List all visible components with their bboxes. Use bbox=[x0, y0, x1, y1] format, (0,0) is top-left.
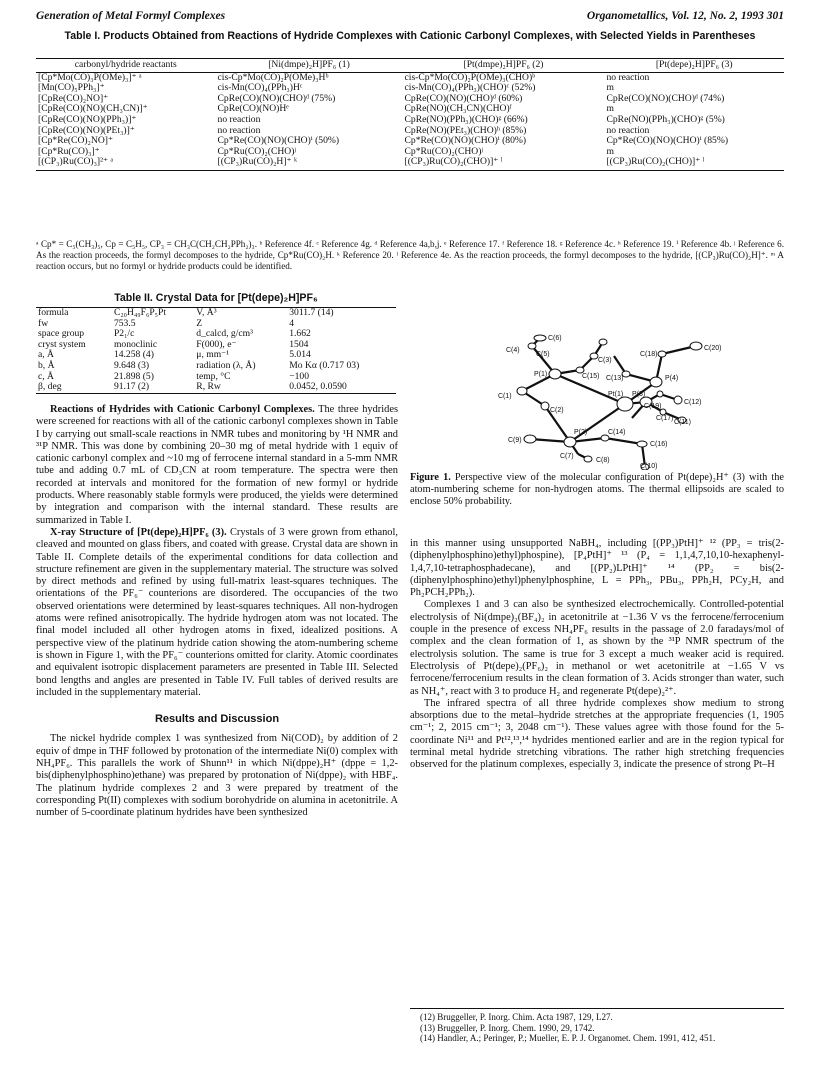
table1-row bbox=[36, 115, 784, 126]
table2-cell: 1.662 bbox=[289, 328, 311, 340]
atom-label: C(19) bbox=[644, 403, 662, 410]
references bbox=[410, 1008, 784, 1044]
table2-row bbox=[36, 361, 396, 372]
table1-cell: CpRe(CO)(NO)Hᵉ bbox=[217, 103, 289, 115]
table1-cell: CpRe(NO)(CH₃CN)(CHO)ᶠ bbox=[404, 103, 512, 115]
table1-cell: cis-Cp*Mo(CO)₂P(OMe)₃Hᵇ bbox=[217, 71, 329, 83]
table1-cell: no reaction bbox=[217, 113, 261, 125]
table1-header-row bbox=[36, 59, 784, 73]
paragraph-heading: X-ray Structure of [Pt(depe)₂H]PF₆ (3). bbox=[50, 526, 227, 538]
table2-cell: radiation (λ, Å) bbox=[196, 359, 256, 371]
table2-cell: F(000), e⁻ bbox=[196, 338, 237, 350]
ellipsoid-c19 bbox=[657, 391, 663, 397]
table2-cell: 0.0452, 0.0590 bbox=[289, 381, 347, 393]
atom-label: C(13) bbox=[606, 375, 624, 382]
atom-label: C(18) bbox=[640, 351, 658, 358]
table1-cell: [Cp*Mo(CO)₃P(OMe)₃]⁺ ᵃ bbox=[38, 71, 142, 83]
ellipsoid-p2 bbox=[564, 437, 576, 447]
table1-cell: CpRe(NO)(PEt₃)(CHO)ʰ (85%) bbox=[404, 124, 527, 136]
figure-caption bbox=[410, 472, 784, 508]
figure-caption-label: Figure 1. bbox=[410, 472, 451, 483]
table1-cell: m bbox=[606, 82, 614, 94]
table2-cell: 3011.7 (14) bbox=[289, 307, 334, 318]
table2-cell: 1504 bbox=[289, 338, 309, 350]
ellipsoid-c1 bbox=[517, 387, 527, 395]
ellipsoid-c6 bbox=[534, 335, 546, 341]
table1-cell: CpRe(CO)(NO)(CHO)ᵈ (75%) bbox=[217, 92, 336, 104]
table1-cell: Cp*Ru(CO)₂(CHO)ʲ bbox=[217, 145, 296, 157]
ellipsoid-c3 bbox=[590, 353, 598, 359]
table1 bbox=[36, 58, 784, 171]
ellipsoid-c20 bbox=[690, 342, 702, 350]
table1-cell: Cp*Re(CO)(NO)(CHO)ⁱ (80%) bbox=[404, 135, 527, 147]
table2-cell: V, Å³ bbox=[196, 307, 217, 318]
table2-cell: d_calcd, g/cm³ bbox=[196, 328, 253, 340]
table2-cell: C₂₀H₄₉F₆P₅Pt bbox=[113, 307, 167, 318]
table1-cell: no reaction bbox=[606, 124, 650, 136]
header-title: Generation of Metal Formyl Complexes bbox=[36, 10, 226, 22]
ellipsoid-c18 bbox=[658, 351, 666, 357]
table1-cell: m bbox=[606, 103, 614, 115]
table2-cell: R, Rw bbox=[196, 381, 221, 393]
table2-cell: temp, °C bbox=[196, 370, 231, 382]
reference-item: (13) Bruggeller, P. Inorg. Chem. 1990, 29, 1742. bbox=[420, 1022, 595, 1033]
atom-label: C(9) bbox=[508, 437, 522, 444]
table2-cell: formula bbox=[38, 307, 69, 318]
table1-cell: cis-Mn(CO)₄(PPh₃)Hᶜ bbox=[217, 82, 303, 94]
running-header bbox=[36, 10, 784, 26]
table2-cell: a, Å bbox=[38, 349, 54, 361]
atom-label: C(10) bbox=[640, 463, 658, 470]
reference-item: (14) Handler, A.; Peringer, P.; Mueller, E. P. J. Organomet. Chem. 1991, 412, 451. bbox=[420, 1033, 716, 1044]
table1-cell: m bbox=[606, 145, 614, 157]
atom-label: C(4) bbox=[506, 347, 520, 354]
table1-cell: [(CP₃)Ru(CO)₃]²⁺ ᵃ bbox=[38, 156, 114, 168]
table1-cell: [Mn(CO)₅PPh₃]⁺ bbox=[38, 82, 105, 94]
table2-cell: β, deg bbox=[38, 381, 62, 393]
paragraph-heading: Reactions of Hydrides with Cationic Carbonyl Complexes. bbox=[50, 404, 315, 415]
table2-cell: 9.648 (3) bbox=[113, 359, 150, 371]
atom-label: C(20) bbox=[704, 345, 722, 352]
table2-cell: 4 bbox=[289, 317, 295, 329]
table1-cell: [(CP₃)Ru(CO)₂(CHO)]⁺ ˡ bbox=[404, 156, 503, 168]
table1-header: [Pt(dmpe)₂H]PF₆ (2) bbox=[403, 59, 605, 73]
table1-cell: [CpRe(CO)(NO)(PEt₃)]⁺ bbox=[38, 124, 135, 136]
table1-cell: [(CP₃)Ru(CO)₂(CHO)]⁺ ˡ bbox=[606, 156, 705, 168]
table2-cell: space group bbox=[38, 328, 85, 340]
atom-label: C(1) bbox=[498, 393, 512, 400]
atom-label: C(17) bbox=[656, 415, 674, 422]
table1-cell: Cp*Re(CO)(NO)(CHO)ⁱ (50%) bbox=[217, 135, 340, 147]
table1-footnotes: ᵃ Cp* = C₅(CH₃)₅, Cp = C₅H₅, CP₃ = CH₃C(CH₂CH₂PPh₂)₃. ᵇ Reference 4f. ᶜ Reference 4g. ᵈ Reference 4a,b,j. ᵉ Reference 17. ᶠ Reference 18. ᵍ Reference 4c. ʰ Reference 19. ⁱ Reference 4b. ʲ Reference 6. As the reaction proceeds, the formyl decomposes to the hydride, Cp*Ru(CO)₂H. ᵏ Reference 20. ˡ Reference 4e. As the reaction proceeds, the formyl decomposes to the hydride, [(CP₃)Ru(CO)₂H]⁺. ᵐ A reaction occurs, but no formyl or hydride products could be identified. bbox=[36, 239, 784, 271]
reference-item: (12) Bruggeller, P. Inorg. Chim. Acta 1987, 129, L27. bbox=[420, 1012, 613, 1022]
atom-label: C(15) bbox=[582, 373, 600, 380]
table2-cell: −100 bbox=[289, 370, 310, 382]
table1-header: [Pt(depe)₂H]PF₆ (3) bbox=[604, 59, 784, 73]
atom-label: C(6) bbox=[548, 335, 562, 342]
paragraph-infrared: The infrared spectra of all three hydride complexes show medium to strong absorptions due to the metal–hydride stretches at the appropriate frequencies (1, 1905 cm⁻¹; 2, 2015 cm⁻¹; 3, 2048 cm⁻¹). These values agree with those found for the 5-coordinate Ni¹¹ and Pt¹²,¹³,¹⁴ hydrides mentioned earlier and are in the region typical for terminal metal hydride stretching vibrations. The rather high stretching frequencies observed for the platinum complexes, especially 3, indicate the presence of strong Pt–H bbox=[410, 697, 784, 771]
table2-cell: b, Å bbox=[38, 359, 55, 371]
table1-header: [Ni(dmpe)₂H]PF₆ (1) bbox=[216, 59, 403, 73]
table1-caption: Table I. Products Obtained from Reactions of Hydride Complexes with Cationic Carbonyl Complexes, with Selected Yields in Parentheses bbox=[64, 30, 756, 42]
table1-cell: [Cp*Re(CO)₂NO]⁺ bbox=[38, 135, 114, 147]
table2-cell: cryst system bbox=[38, 338, 86, 350]
table1-header: carbonyl/hydride reactants bbox=[36, 59, 216, 73]
table2-cell: μ, mm⁻¹ bbox=[196, 349, 230, 361]
table2-cell: Z bbox=[196, 317, 203, 329]
ellipsoid-c8 bbox=[584, 456, 592, 462]
right-column bbox=[410, 538, 784, 772]
atom-label: C(11) bbox=[674, 419, 691, 426]
table2-cell: fw bbox=[38, 317, 49, 329]
table2-cell: 14.258 (4) bbox=[113, 349, 154, 361]
figure-caption-text: Perspective view of the molecular configuration of Pt(depe)₂H⁺ (3) with the atom-numbering scheme for non-hydrogen atoms. The thermal ellipsoids are scaled to enclose 50% probability. bbox=[410, 472, 785, 507]
ellipsoid-c13 bbox=[599, 339, 607, 345]
atom-label: P(1) bbox=[534, 371, 548, 378]
table1-cell: Cp*Re(CO)(NO)(CHO)ⁱ (85%) bbox=[606, 135, 729, 147]
table1-cell: [CpRe(CO)(NO)(CH₃CN)]⁺ bbox=[38, 103, 148, 115]
ellipsoid-c9 bbox=[524, 435, 536, 443]
table2-cell: 21.898 (5) bbox=[113, 370, 154, 382]
ortep-figure bbox=[460, 334, 760, 470]
paragraph-reactions bbox=[36, 404, 398, 527]
atom-label: C(14) bbox=[608, 429, 626, 436]
table1-cell: Cp*Ru(CO)₂(CHO)ʲ bbox=[404, 145, 483, 157]
table1-cell: cis-Cp*Mo(CO)₂P(OMe)₃(CHO)ᵇ bbox=[404, 71, 536, 83]
atom-label: C(2) bbox=[550, 407, 564, 414]
table1-cell: [Cp*Ru(CO)₃]⁺ bbox=[38, 145, 100, 157]
table2 bbox=[36, 307, 396, 394]
table2-cell: 753.5 bbox=[113, 317, 136, 329]
table2-cell: P2₁/c bbox=[113, 328, 135, 340]
table2-cell: Mo Kα (0.717 03) bbox=[289, 359, 360, 371]
table1-row bbox=[36, 157, 784, 170]
table2-cell: c, Å bbox=[38, 370, 54, 382]
table1-cell: [(CP₃)Ru(CO)₂H]⁺ ᵏ bbox=[217, 156, 298, 168]
atom-label: C(16) bbox=[650, 441, 668, 448]
paragraph-text: Crystals of 3 were grown from ethanol, cleaved and mounted on glass fibers, and coated with grease. Crystal data are shown in Table II. Complete details of the experimental conditions for data collection and structure refinement are given in the supplementary material. The structure was solved by direct methods and refined by using full-matrix least-squares techniques. The orientations of the PF₆⁻ counterions are disordered. The occupancies of the two observed orientations were determined by least-squares techniques. All non-hydrogen atoms were refined anisotropically. The hydride hydrogen atom was not located. The final model included all other hydrogen atoms in fixed, idealized positions. A perspective view of the platinum hydride cation showing the atom-numbering scheme is shown in Figure 1, with the PF₆⁻ counterions omitted for clarity. Atomic coordinates and equivalent isotropic displacement parameters are presented in Table III. Selected bond lengths and angles are presented in Table IV. Full tables of derived results are included in the supplementary material. bbox=[36, 526, 398, 698]
paragraph-text: The three hydrides were screened for reactions with all of the cationic carbonyl complexes shown in Table I by carrying out small-scale reactions in NMR tubes and monitoring by ¹H NMR and ³¹P NMR. This was done by combining 20–30 mg of metal hydride with 1 equiv of cationic carbonyl complex and ~10 mg of ferrocene internal standard in a 5-mm NMR tube and adding 0.7 mL of CD₃CN at room temperature. The spectra were then recorded at intervals and monitored for the formation of new formyl or hydride products. Where reasonably stable formyls were produced, the yields were determined by integration and comparison with the internal standard. These results are summarized in Table I. bbox=[36, 404, 398, 526]
atom-label: C(8) bbox=[596, 457, 610, 464]
table1-cell: cis-Mn(CO)₄(PPh₃)(CHO)ᶜ (52%) bbox=[404, 82, 536, 94]
table1-cell: no reaction bbox=[217, 124, 261, 136]
atom-label: Pt(1) bbox=[608, 391, 624, 398]
table2-row bbox=[36, 308, 396, 319]
ellipsoid-p1 bbox=[549, 369, 561, 379]
table1-cell: no reaction bbox=[606, 71, 650, 83]
atom-label: P(3) bbox=[632, 391, 646, 398]
table1-cell: CpRe(CO)(NO)(CHO)ᵈ (60%) bbox=[404, 92, 523, 104]
left-column bbox=[36, 404, 398, 820]
table2-cell: 5.014 bbox=[289, 349, 311, 361]
paragraph-xray bbox=[36, 527, 398, 699]
atom-label: C(12) bbox=[684, 399, 702, 406]
table2-row bbox=[36, 382, 396, 393]
paragraph-synthesis: The nickel hydride complex 1 was synthesized from Ni(COD)₂ by addition of 2 equiv of dmpe in THF followed by protonation of the intermediate Ni(0) complex with NH₄PF₆. This parallels the work of Shunn¹¹ in which Ni(dppe)₂H⁺ (dppe = 1,2-bis(diphenylphosphino)ethane) was prepared by protonation of Ni(dppe)₂ with HBF₄. The platinum hydride complexes 2 and 3 were prepared by treatment of the corresponding Pt(II) complexes with sodium borohydride on alumina in acetonitrile. A number of 5-coordinate platinum hydrides have been synthesized bbox=[36, 733, 398, 819]
table1-cell: CpRe(NO)(PPh₃)(CHO)ᵍ (5%) bbox=[606, 113, 725, 125]
atom-label: C(3) bbox=[598, 357, 612, 364]
table2-caption: Table II. Crystal Data for [Pt(depe)₂H]PF₆ bbox=[114, 292, 318, 304]
ellipsoid-c5 bbox=[528, 343, 536, 349]
ellipsoid-p4 bbox=[650, 377, 662, 387]
table2-cell: 91.17 (2) bbox=[113, 381, 150, 393]
ellipsoid-pt1 bbox=[617, 397, 633, 411]
ellipsoid-c12 bbox=[674, 396, 682, 404]
paragraph-electrochemistry: Complexes 1 and 3 can also be synthesized electrochemically. Controlled-potential electrolysis of Ni(dmpe)₂(BF₄)₂ in acetonitrile at −1.36 V vs the ferrocene/ferrocenium couple in the presence of excess NH₄PF₆ results in the passage of 2.0 faradays/mol of complex and the clean formation of 1, as shown by the ³¹P NMR spectrum of the electrolysis solution. The same is true for 3 except a much weaker acid is required. Electrolysis of Pt(depe)₂(PF₆)₂ in methanol or wet acetonitrile at −1.65 V vs ferrocene/ferrocenium results in the clean formation of 3. Acids stronger than water, such as NH₄⁺, react with 3 to produce H₂ and regenerate Pt(depe)₂²⁺. bbox=[410, 599, 784, 697]
paragraph-continued: in this manner using unsupported NaBH₄, including [(PP₃)PtH]⁺ ¹² (PP₃ = tris(2-(diphenylphosphino)ethyl)phospine), [P₄PtH]⁺ ¹³ (P₄ = 1,1,4,7,10,10-hexaphenyl-1,4,7,10-tetraphosphadecane), and [(PP₂)LPtH]⁺ ¹⁴ (PP₂ = bis(2-(diphenylphosphino)ethyl)phenylphosphine, L = PPh₃, PBu₃, PPh₂H, PCy₂H, and Ph₂PCH₂PPh₂). bbox=[410, 538, 784, 599]
atom-label: C(7) bbox=[560, 453, 574, 460]
table1-cell: [CpRe(CO)₂NO]⁺ bbox=[38, 92, 109, 104]
atom-label: P(2) bbox=[574, 429, 588, 436]
header-journal: Organometallics, Vol. 12, No. 2, 1993 301 bbox=[586, 10, 784, 22]
atom-label: C(5) bbox=[536, 351, 550, 358]
table1-cell: [CpRe(CO)(NO)(PPh₃)]⁺ bbox=[38, 113, 137, 125]
table2-cell: monoclinic bbox=[113, 338, 158, 350]
table1-cell: CpRe(CO)(NO)(CHO)ᵈ (74%) bbox=[606, 92, 725, 104]
table1-cell: CpRe(NO)(PPh₃)(CHO)ᵍ (66%) bbox=[404, 113, 528, 125]
ellipsoid-c16 bbox=[637, 441, 647, 447]
atom-label: P(4) bbox=[665, 375, 679, 382]
section-heading: Results and Discussion bbox=[154, 713, 280, 726]
ellipsoid-c2 bbox=[541, 402, 549, 410]
